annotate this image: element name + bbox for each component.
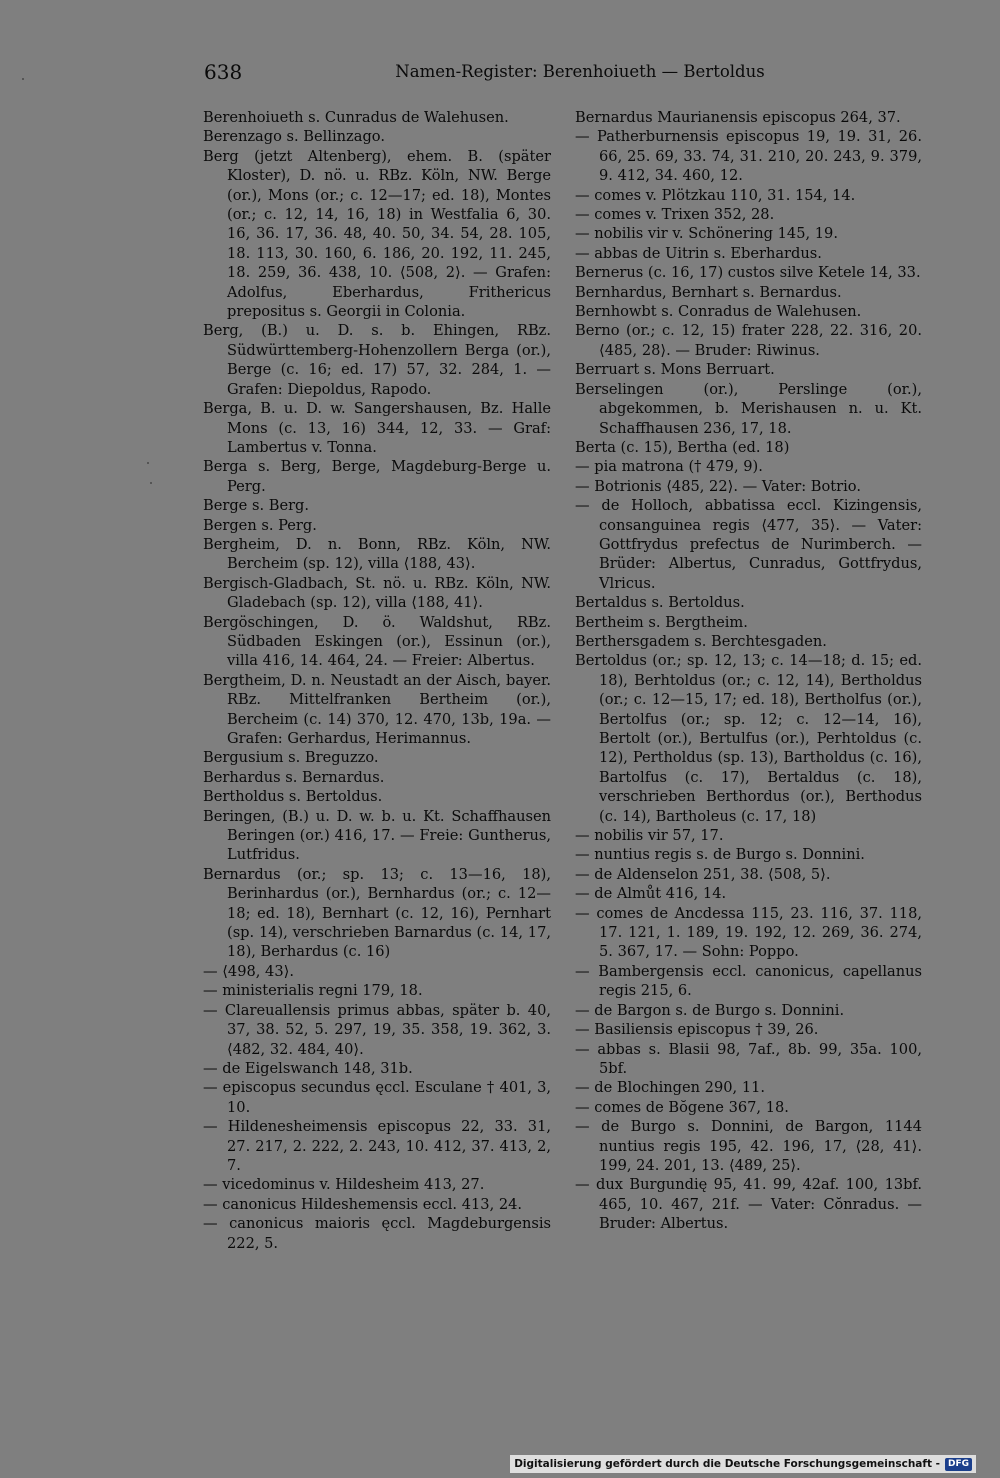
index-entry: Bertoldus (or.; sp. 12, 13; c. 14—18; d. 15; ed. 18), Berhtoldus (or.; c. 12, 14), Bertholdus (or.; c. 12—15, 17; ed. 18), Bertholfus (or.), Bertolfus (or.; sp. 12; c. 12—14, 16), Bertolt (or.), Bertulfus (or.), Perhtoldus (c. 12), Pertholdus (sp. 13), Bartholdus (c. 16), Bartolfus (c. 17), Bertaldus (c. 18), verschrieben Berthordus (or.), Berthodus (c. 14), Bartholeus (c. 17, 18) <box>575 652 922 825</box>
index-entry: Berga s. Berg, Berge, Magdeburg-Berge u. Perg. <box>203 458 551 495</box>
scan-speck <box>150 482 152 484</box>
index-entry: — nobilis vir 57, 17. <box>575 827 724 845</box>
index-entry: Bergheim, D. n. Bonn, RBz. Köln, NW. Bercheim (sp. 12), villa ⟨188, 43⟩. <box>203 535 551 573</box>
funding-text: Digitalisierung gefördert durch die Deutsche Forschungsgemeinschaft - <box>514 1458 940 1470</box>
index-entry: Berselingen (or.), Perslinge (or.), abgekommen, b. Merishausen n. u. Kt. Schaffhausen 236, 17, 18. <box>575 380 922 437</box>
index-entry: — abbas s. Blasii 98, 7af., 8b. 99, 35a. 100, 5bf. <box>575 1040 922 1077</box>
left-column <box>203 108 551 1253</box>
index-entry: Beringen, (B.) u. D. w. b. u. Kt. Schaffhausen Beringen (or.) 416, 17. — Freie: Guntherus, Lutfridus. <box>203 807 551 864</box>
index-entry: — comes v. Trixen 352, 28. <box>575 206 775 224</box>
index-entry: Bertheim s. Bergtheim. <box>575 613 748 631</box>
index-entry: — comes de Bŏgene 367, 18. <box>575 1098 789 1116</box>
index-entry: — canonicus maioris ęccl. Magdeburgensis 222, 5. <box>203 1215 551 1252</box>
index-entry: — Hildenesheimensis episcopus 22, 33. 31, 27. 217, 2. 222, 2. 243, 10. 412, 37. 413, 2, 7. <box>203 1118 551 1174</box>
index-entry: Berge s. Berg. <box>203 497 310 515</box>
page-number: 638 <box>204 60 243 84</box>
index-entry: — Bambergensis eccl. canonicus, capellanus regis 215, 6. <box>575 962 922 1000</box>
right-column <box>575 108 922 1234</box>
index-entry: — Botrionis ⟨485, 22⟩. — Vater: Botrio. <box>575 477 861 495</box>
index-entry: Bernardus Maurianensis episcopus 264, 37. <box>575 109 901 126</box>
index-entry: Bernhowbt s. Conradus de Walehusen. <box>575 303 862 321</box>
index-entry: — de Aldenselon 251, 38. ⟨508, 5⟩. <box>575 865 831 883</box>
index-entry: — episcopus secundus ęccl. Esculane † 401, 3, 10. <box>203 1079 551 1116</box>
index-entry: — canonicus Hildeshemensis eccl. 413, 24. <box>203 1195 523 1213</box>
index-entry: Bergtheim, D. n. Neustadt an der Aisch, bayer. RBz. Mittelfranken Bertheim (or.), Bercheim (c. 14) 370, 12. 470, 13b, 19a. — Grafen: Gerhardus, Herimannus. <box>203 671 551 747</box>
index-entry: — Clareuallensis primus abbas, später b. 40, 37, 38. 52, 5. 297, 19, 35. 358, 19. 362, 3. ⟨482, 32. 484, 40⟩. <box>203 1001 551 1058</box>
index-entry: Bergöschingen, D. ö. Waldshut, RBz. Südbaden Eskingen (or.), Essinun (or.), villa 416, 14. 464, 24. — Freier: Albertus. <box>203 613 551 670</box>
scan-speck <box>22 78 24 80</box>
index-entry: — de Eigelswanch 148, 31b. <box>203 1059 413 1077</box>
index-entry: Berenhoiueth s. Cunradus de Walehusen. <box>203 109 509 126</box>
index-entry: — comes de Ancdessa 115, 23. 116, 37. 118, 17. 121, 1. 189, 19. 192, 12. 269, 36. 274, 5. 367, 17. — Sohn: Poppo. <box>575 904 922 961</box>
index-entry: — de Burgo s. Donnini, de Bargon, 1144 nuntius regis 195, 42. 196, 17, ⟨28, 41⟩. 199, 24. 201, 13. ⟨489, 25⟩. <box>575 1118 922 1174</box>
index-entry: — ministerialis regni 179, 18. <box>203 982 423 1000</box>
index-entry: Berg, (B.) u. D. s. b. Ehingen, RBz. Südwürttemberg-Hohenzollern Berga (or.), Berge (c. 16; ed. 17) 57, 32. 284, 1. — Grafen: Diepoldus, Rapodo. <box>203 322 551 398</box>
index-entry: Bernardus (or.; sp. 13; c. 13—16, 18), Berinhardus (or.), Bernhardus (or.; c. 12—18; ed. 18), Bernhart (c. 12, 16), Pernhart (sp. 14), verschrieben Barnardus (c. 14, 17, 18), Berhardus (c. 16) <box>203 865 551 961</box>
index-entry: Berhardus s. Bernardus. <box>203 768 385 786</box>
index-entry: Bernhardus, Bernhart s. Bernardus. <box>575 283 842 301</box>
index-entry: — Patherburnensis episcopus 19, 19. 31, 26. 66, 25. 69, 33. 74, 31. 210, 20. 243, 9. 379, 9. 412, 34. 460, 12. <box>575 128 922 185</box>
index-entry: Berga, B. u. D. w. Sangershausen, Bz. Halle Mons (c. 13, 16) 344, 12, 33. — Graf: Lambertus v. Tonna. <box>203 400 551 456</box>
index-entry: — Basiliensis episcopus † 39, 26. <box>575 1021 819 1039</box>
dfg-logo-icon: DFG <box>945 1458 972 1471</box>
index-entry: — de Blochingen 290, 11. <box>575 1079 766 1097</box>
index-entry: Bertholdus s. Bertoldus. <box>203 788 383 806</box>
index-entry: Berenzago s. Bellinzago. <box>203 128 385 146</box>
running-title: Namen-Register: Berenhoiueth — Bertoldus <box>395 62 765 81</box>
page-header <box>200 60 960 90</box>
index-entry: Berg (jetzt Altenberg), ehem. B. (später Kloster), D. nö. u. RBz. Köln, NW. Berge (or.), Mons (or.; c. 12—17; ed. 18), Montes (or.; c. 12, 14, 16, 18) in Westfalia 6, 30. 16, 36. 17, 36. 48, 40. 50, 34. 54, 28. 105, 18. 113, 30. 160, 6. 186, 20. 192, 11. 245, 18. 259, 36. 438, 10. ⟨508, 2⟩. — Grafen: Adolfus, Eberhardus, Frithericus prepositus s. Georgii in Colonia. <box>203 147 551 321</box>
index-entry: — nuntius regis s. de Burgo s. Donnini. <box>575 846 865 864</box>
index-entry: — de Holloch, abbatissa eccl. Kizingensis, consanguinea regis ⟨477, 35⟩. — Vater: Gottfrydus prefectus de Nurimberch. — Brüder: Albertus, Cunradus, Gottfrydus, Vlricus. <box>575 497 922 592</box>
index-entry: Berthersgadem s. Berchtesgaden. <box>575 632 827 650</box>
index-entry: Berta (c. 15), Bertha (ed. 18) <box>575 438 790 456</box>
index-entry: — ⟨498, 43⟩. <box>203 962 294 980</box>
index-entry: Bertaldus s. Bertoldus. <box>575 594 745 612</box>
scan-speck <box>147 462 149 464</box>
index-entry: Bergusium s. Breguzzo. <box>203 749 379 767</box>
index-entry: Berno (or.; c. 12, 15) frater 228, 22. 316, 20. ⟨485, 28⟩. — Bruder: Riwinus. <box>575 322 922 359</box>
index-entry: Berruart s. Mons Berruart. <box>575 361 775 379</box>
funding-footer <box>510 1455 976 1473</box>
index-entry: Bergisch-Gladbach, St. nö. u. RBz. Köln, NW. Gladebach (sp. 12), villa ⟨188, 41⟩. <box>203 574 551 612</box>
index-entry: — vicedominus v. Hildesheim 413, 27. <box>203 1176 485 1194</box>
index-entry: — de Bargon s. de Burgo s. Donnini. <box>575 1001 845 1019</box>
index-entry: — comes v. Plötzkau 110, 31. 154, 14. <box>575 186 856 204</box>
index-entry: Bernerus (c. 16, 17) custos silve Ketele 14, 33. <box>575 264 921 282</box>
index-entry: — de Almůt 416, 14. <box>575 885 727 903</box>
index-entry: — abbas de Uitrin s. Eberhardus. <box>575 244 822 262</box>
index-entry: — nobilis vir v. Schönering 145, 19. <box>575 225 838 243</box>
index-entry: — dux Burgundię 95, 41. 99, 42af. 100, 13bf. 465, 10. 467, 21f. — Vater: Cŏnradus. — Bruder: Albertus. <box>575 1176 922 1233</box>
index-entry: Bergen s. Perg. <box>203 516 317 534</box>
index-entry: — pia matrona († 479, 9). <box>575 458 763 476</box>
